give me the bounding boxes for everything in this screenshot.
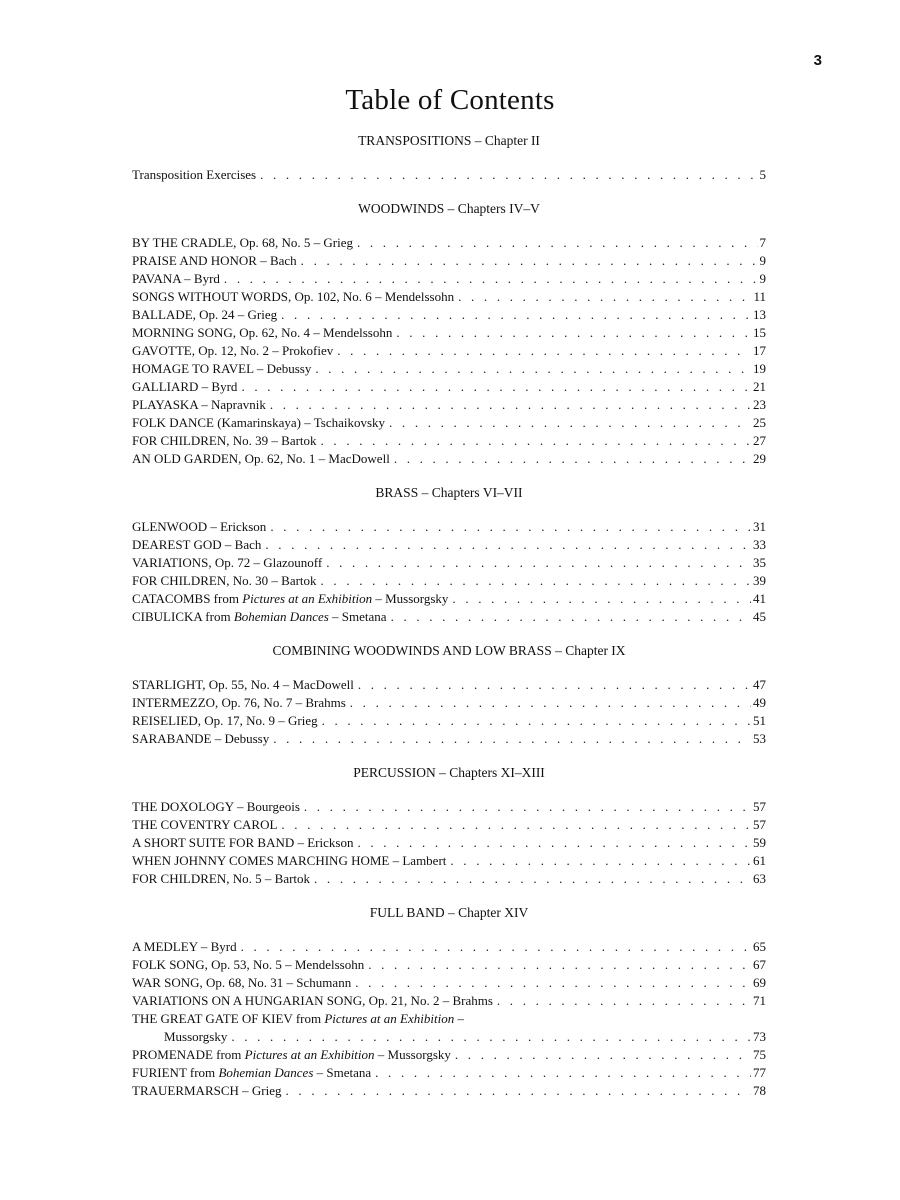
- section-heading: BRASS – Chapters VI–VII: [375, 485, 523, 500]
- dot-leader: [455, 1046, 751, 1064]
- entry-title: [132, 956, 364, 974]
- entry-title: [132, 342, 333, 360]
- title-part: SONGS WITHOUT WORDS, Op. 102, No. 6 – Mendelssohn: [132, 289, 455, 304]
- entry-title: [132, 306, 277, 324]
- entry-title: [132, 270, 220, 288]
- title-part: THE DOXOLOGY – Bourgeois: [132, 799, 300, 814]
- entry-title: [132, 974, 351, 992]
- title-part: GALLIARD – Byrd: [132, 379, 238, 394]
- dot-leader: [301, 252, 758, 270]
- entry-page-number: 59: [753, 835, 766, 850]
- toc-entry: [132, 324, 766, 342]
- toc-entry: [132, 1028, 766, 1046]
- title-part: Transposition Exercises: [132, 167, 257, 182]
- section-heading: FULL BAND – Chapter XIV: [369, 905, 529, 920]
- entry-page-number: 75: [753, 1047, 766, 1062]
- title-part: FOR CHILDREN, No. 39 – Bartok: [132, 433, 317, 448]
- title-part: PRAISE AND HONOR – Bach: [132, 253, 297, 268]
- toc-entry: [132, 166, 766, 184]
- entry-title: [132, 1064, 371, 1082]
- title-part: – Smetana: [328, 609, 387, 624]
- entry-page-number: 23: [753, 397, 766, 412]
- dot-leader: [241, 378, 751, 396]
- toc-entry: [132, 306, 766, 324]
- italic-title-part: Bohemian Dances: [233, 609, 329, 624]
- dot-leader: [321, 432, 751, 450]
- entry-page-number: 25: [753, 415, 766, 430]
- dot-leader: [314, 870, 751, 888]
- entry-page-number: 31: [753, 519, 766, 534]
- toc-entry: [132, 536, 766, 554]
- entry-title: [132, 234, 353, 252]
- title-part: REISELIED, Op. 17, No. 9 – Grieg: [132, 713, 318, 728]
- dot-leader: [224, 270, 758, 288]
- page-title: Table of Contents: [345, 84, 555, 116]
- title-part: THE GREAT GATE OF KIEV from: [132, 1011, 325, 1026]
- entry-page-number: 71: [753, 993, 766, 1008]
- dot-leader: [452, 590, 751, 608]
- title-part: MORNING SONG, Op. 62, No. 4 – Mendelssohn: [132, 325, 393, 340]
- italic-title-part: Bohemian Dances: [218, 1065, 314, 1080]
- toc-entry: [132, 974, 766, 992]
- italic-title-part: Pictures at an Exhibition: [244, 1047, 375, 1062]
- entry-page-number: 5: [759, 167, 766, 182]
- title-part: INTERMEZZO, Op. 76, No. 7 – Brahms: [132, 695, 346, 710]
- entry-title: [132, 816, 277, 834]
- entry-title: [132, 450, 390, 468]
- entry-page-number: 77: [753, 1065, 766, 1080]
- title-part: VARIATIONS, Op. 72 – Glazounoff: [132, 555, 323, 570]
- title-part: – Smetana: [313, 1065, 372, 1080]
- section-heading: PERCUSSION – Chapters XI–XIII: [353, 765, 545, 780]
- title-part: AN OLD GARDEN, Op. 62, No. 1 – MacDowell: [132, 451, 390, 466]
- toc-entry: [132, 1082, 766, 1100]
- toc-entry: [132, 834, 766, 852]
- entry-title: [132, 834, 353, 852]
- entry-title: [132, 288, 454, 306]
- entry-title: [132, 166, 256, 184]
- entry-page-number: 29: [753, 451, 766, 466]
- italic-title-part: Pictures at an Exhibition: [242, 591, 373, 606]
- italic-title-part: Pictures at an Exhibition: [324, 1011, 455, 1026]
- toc-entry: [132, 816, 766, 834]
- title-part: – Mussorgsky: [372, 591, 449, 606]
- title-part: PROMENADE from: [132, 1047, 245, 1062]
- entry-title: [132, 870, 310, 888]
- dot-leader: [304, 798, 751, 816]
- toc-entry: [132, 730, 766, 748]
- title-part: GAVOTTE, Op. 12, No. 2 – Prokofiev: [132, 343, 334, 358]
- entry-title: [132, 712, 318, 730]
- toc-entry: [132, 554, 766, 572]
- title-part: A SHORT SUITE FOR BAND – Erickson: [132, 835, 354, 850]
- toc-entry: [132, 590, 766, 608]
- entry-title: [132, 1046, 451, 1064]
- entry-page-number: 17: [753, 343, 766, 358]
- dot-leader: [337, 342, 751, 360]
- dot-leader: [265, 536, 751, 554]
- dot-leader: [350, 694, 751, 712]
- dot-leader: [357, 234, 758, 252]
- dot-leader: [368, 956, 751, 974]
- entry-page-number: 11: [753, 289, 766, 304]
- dot-leader: [497, 992, 751, 1010]
- entry-page-number: 47: [753, 677, 766, 692]
- entry-title: [132, 852, 446, 870]
- entry-title: [132, 1082, 282, 1100]
- section-heading: WOODWINDS – Chapters IV–V: [358, 201, 540, 216]
- entry-page-number: 35: [753, 555, 766, 570]
- toc-entry: [132, 938, 766, 956]
- title-part: HOMAGE TO RAVEL – Debussy: [132, 361, 312, 376]
- dot-leader: [391, 608, 751, 626]
- title-part: FOLK SONG, Op. 53, No. 5 – Mendelssohn: [132, 957, 365, 972]
- title-part: THE COVENTRY CAROL: [132, 817, 278, 832]
- dot-leader: [281, 816, 751, 834]
- title-part: WHEN JOHNNY COMES MARCHING HOME – Lambert: [132, 853, 447, 868]
- title-part: WAR SONG, Op. 68, No. 31 – Schumann: [132, 975, 352, 990]
- entry-title: [132, 536, 261, 554]
- toc-entry: [132, 378, 766, 396]
- title-part: Mussorgsky: [164, 1029, 228, 1044]
- entry-page-number: 49: [753, 695, 766, 710]
- toc-entry: [132, 852, 766, 870]
- dot-leader: [458, 288, 751, 306]
- entry-page-number: 7: [759, 235, 766, 250]
- toc-entry: [132, 712, 766, 730]
- dot-leader: [273, 730, 751, 748]
- entry-title: [132, 608, 387, 626]
- title-part: FOR CHILDREN, No. 30 – Bartok: [132, 573, 317, 588]
- toc-entry-first-line: [132, 1010, 766, 1028]
- entry-page-number: 15: [753, 325, 766, 340]
- toc-entry: [132, 956, 766, 974]
- toc-entry: [132, 396, 766, 414]
- dot-leader: [260, 166, 757, 184]
- entry-title: [132, 554, 322, 572]
- entry-title: [132, 360, 311, 378]
- title-part: FOR CHILDREN, No. 5 – Bartok: [132, 871, 311, 886]
- entry-title: [132, 432, 317, 450]
- entry-title: [132, 798, 300, 816]
- title-part: CIBULICKA from: [132, 609, 234, 624]
- entry-page-number: 9: [759, 271, 766, 286]
- title-part: FURIENT from: [132, 1065, 219, 1080]
- entry-title: [132, 1028, 227, 1046]
- toc-entry: [132, 798, 766, 816]
- toc-entry: [132, 572, 766, 590]
- dot-leader: [231, 1028, 751, 1046]
- title-part: BALLADE, Op. 24 – Grieg: [132, 307, 278, 322]
- entry-page-number: 19: [753, 361, 766, 376]
- title-part: BY THE CRADLE, Op. 68, No. 5 – Grieg: [132, 235, 353, 250]
- entry-title: [132, 572, 317, 590]
- entry-title: [132, 378, 237, 396]
- toc-entry: [132, 414, 766, 432]
- entry-page-number: 63: [753, 871, 766, 886]
- entry-title: [132, 676, 354, 694]
- table-of-contents: [132, 130, 766, 1100]
- entry-page-number: 61: [753, 853, 766, 868]
- title-part: STARLIGHT, Op. 55, No. 4 – MacDowell: [132, 677, 354, 692]
- dot-leader: [389, 414, 751, 432]
- entry-page-number: 45: [753, 609, 766, 624]
- title-part: PLAYASKA – Napravnik: [132, 397, 266, 412]
- toc-entry: [132, 450, 766, 468]
- dot-leader: [286, 1082, 751, 1100]
- title-part: CATACOMBS from: [132, 591, 243, 606]
- toc-entry: [132, 432, 766, 450]
- dot-leader: [394, 450, 751, 468]
- dot-leader: [375, 1064, 751, 1082]
- entry-page-number: 41: [753, 591, 766, 606]
- toc-entry: [132, 1064, 766, 1082]
- entry-title: [132, 730, 269, 748]
- title-part: – Mussorgsky: [374, 1047, 451, 1062]
- dot-leader: [355, 974, 751, 992]
- toc-entry: [132, 608, 766, 626]
- dot-leader: [321, 572, 751, 590]
- toc-entry: [132, 694, 766, 712]
- section-heading: TRANSPOSITIONS – Chapter II: [358, 133, 540, 148]
- entry-page-number: 9: [759, 253, 766, 268]
- toc-entry: [132, 992, 766, 1010]
- dot-leader: [270, 518, 751, 536]
- entry-title: [132, 396, 266, 414]
- toc-entry: [132, 288, 766, 306]
- entry-page-number: 65: [753, 939, 766, 954]
- entry-page-number: 21: [753, 379, 766, 394]
- dot-leader: [396, 324, 751, 342]
- entry-title: [132, 252, 297, 270]
- dot-leader: [326, 554, 751, 572]
- title-part: GLENWOOD – Erickson: [132, 519, 267, 534]
- entry-page-number: 78: [753, 1083, 766, 1098]
- dot-leader: [358, 676, 751, 694]
- entry-page-number: 27: [753, 433, 766, 448]
- entry-title: [132, 694, 346, 712]
- title-part: –: [454, 1011, 464, 1026]
- title-part: A MEDLEY – Byrd: [132, 939, 237, 954]
- dot-leader: [322, 712, 751, 730]
- entry-title: [132, 590, 448, 608]
- entry-page-number: 57: [753, 799, 766, 814]
- title-part: FOLK DANCE (Kamarinskaya) – Tschaikovsky: [132, 415, 386, 430]
- entry-title: [132, 414, 385, 432]
- dot-leader: [270, 396, 751, 414]
- toc-entry: [132, 342, 766, 360]
- entry-page-number: 13: [753, 307, 766, 322]
- entry-title: [132, 938, 237, 956]
- entry-title: [132, 992, 493, 1010]
- toc-entry: [132, 252, 766, 270]
- entry-page-number: 57: [753, 817, 766, 832]
- toc-entry: [132, 1046, 766, 1064]
- section-heading: COMBINING WOODWINDS AND LOW BRASS – Chapter IX: [272, 643, 626, 658]
- entry-page-number: 51: [753, 713, 766, 728]
- page-number: 3: [813, 52, 822, 69]
- toc-entry: [132, 360, 766, 378]
- title-part: DEAREST GOD – Bach: [132, 537, 262, 552]
- title-part: VARIATIONS ON A HUNGARIAN SONG, Op. 21, No. 2 – Brahms: [132, 993, 493, 1008]
- entry-page-number: 73: [753, 1029, 766, 1044]
- title-part: SARABANDE – Debussy: [132, 731, 270, 746]
- entry-page-number: 33: [753, 537, 766, 552]
- entry-page-number: 53: [753, 731, 766, 746]
- toc-entry: [132, 234, 766, 252]
- title-part: PAVANA – Byrd: [132, 271, 220, 286]
- dot-leader: [241, 938, 751, 956]
- entry-page-number: 69: [753, 975, 766, 990]
- dot-leader: [281, 306, 751, 324]
- toc-entry: [132, 676, 766, 694]
- entry-title: [132, 518, 266, 536]
- title-part: TRAUERMARSCH – Grieg: [132, 1083, 282, 1098]
- dot-leader: [450, 852, 751, 870]
- dot-leader: [357, 834, 751, 852]
- dot-leader: [315, 360, 751, 378]
- toc-entry: [132, 518, 766, 536]
- entry-page-number: 39: [753, 573, 766, 588]
- entry-page-number: 67: [753, 957, 766, 972]
- toc-entry: [132, 270, 766, 288]
- entry-title: [132, 324, 392, 342]
- toc-entry: [132, 870, 766, 888]
